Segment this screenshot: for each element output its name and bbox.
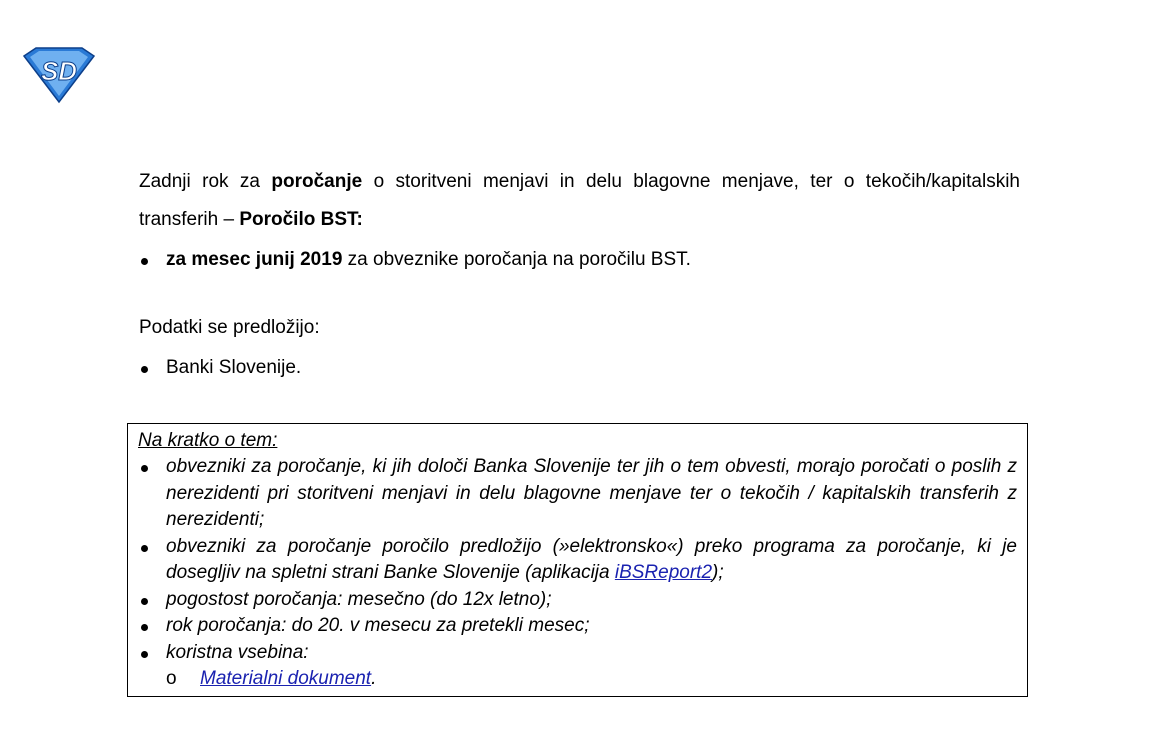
- intro-paragraph: Zadnji rok za poročanje o storitveni menjavi in delu blagovne menjave, ter o tekočih/kapitalskih transferih – Poročilo BST:: [139, 171, 1020, 230]
- summary-title: Na kratko o tem:: [138, 430, 278, 451]
- list-item: pogostost poročanja: mesečno (do 12x letno);: [138, 587, 1017, 614]
- list-item: za mesec junij 2019 za obveznike poročanja na poročilu BST.: [139, 243, 1020, 277]
- list-item: obvezniki za poročanje, ki jih določi Banka Slovenije ter jih o tem obvesti, morajo poročati o poslih z nerezidenti pri storitveni menjavi in delu blagovne menjave ter o tekočih / kapitalskih transferih z nerezidenti;: [138, 454, 1017, 534]
- submission-heading: Podatki se predložijo:: [139, 317, 320, 338]
- deadline-list: [139, 243, 1020, 277]
- bs-shield-logo: [22, 46, 96, 104]
- svg-text:SD: SD: [40, 56, 78, 86]
- sub-bullet-marker: o: [166, 668, 177, 689]
- list-item: rok poročanja: do 20. v mesecu za pretekli mesec;: [138, 613, 1017, 640]
- sub-list-item: o Materialni dokument.: [138, 666, 1017, 693]
- list-item: koristna vsebina:: [138, 640, 1017, 667]
- materialni-dokument-link[interactable]: Materialni dokument: [200, 668, 372, 689]
- submission-list: [139, 351, 1020, 385]
- summary-box: [127, 423, 1028, 697]
- list-item: Banki Slovenije.: [139, 351, 1020, 385]
- main-content: [139, 163, 1020, 385]
- summary-list: [138, 454, 1017, 693]
- ibsreport2-link[interactable]: iBSReport2: [614, 562, 713, 583]
- list-item: obvezniki za poročanje poročilo predložijo (»elektronsko«) preko programa za poročanje, ki je dosegljiv na spletni strani Banke Slovenije (aplikacija iBSReport2);: [138, 534, 1017, 587]
